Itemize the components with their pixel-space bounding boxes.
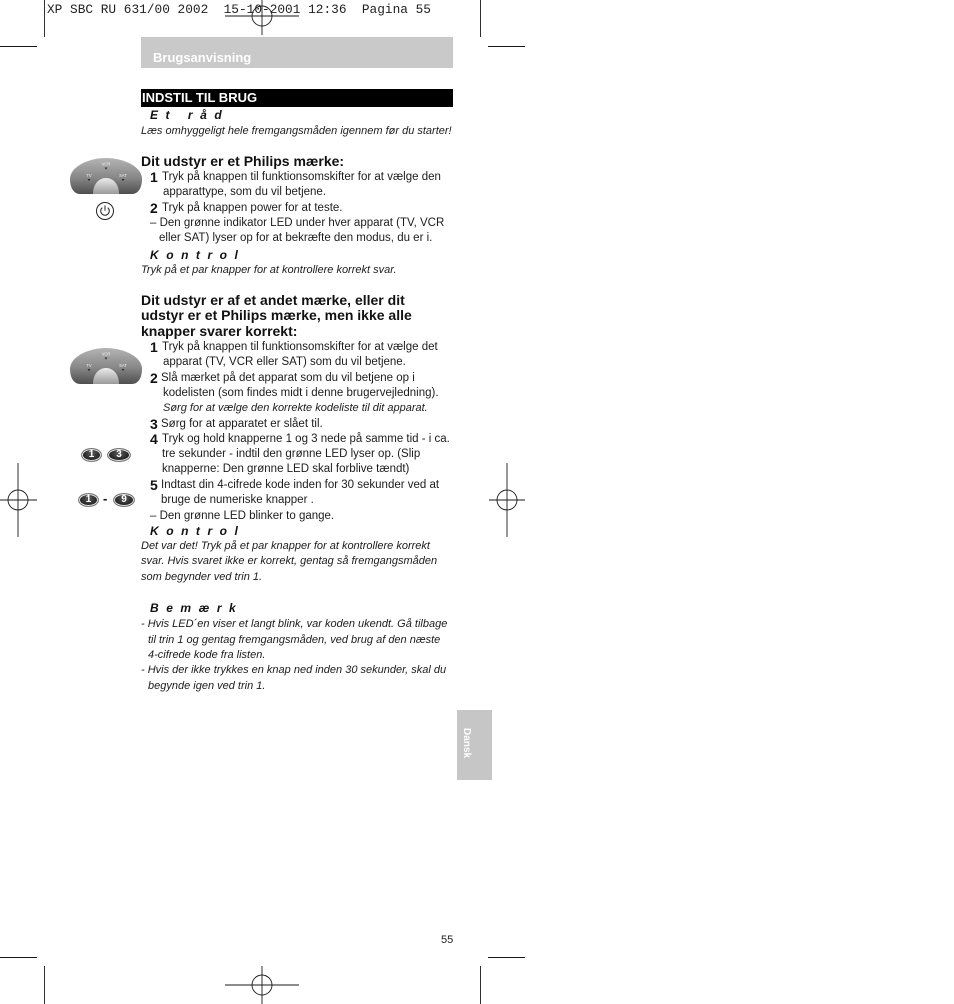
language-tab-label: Dansk <box>461 728 472 759</box>
section-bar <box>141 37 453 68</box>
mode-label-tv: TV <box>86 363 92 368</box>
remark-item-2-line-1: - Hvis der ikke trykkes en knap ned inden 30 sekunder, skal du <box>141 664 447 676</box>
mode-label-tv: TV <box>86 173 92 178</box>
other-check-line-1: Det var det! Tryk på et par knapper for at kontrollere korrekt <box>141 540 430 552</box>
crop-mark-bottom-left <box>0 958 45 1004</box>
power-icon <box>95 201 115 221</box>
mode-label-vcr: VCR <box>101 161 111 167</box>
remark-item-1-line-1: - Hvis LED´en viser et langt blink, var koden ukendt. Gå tilbage <box>141 618 448 630</box>
registration-circle <box>252 975 272 995</box>
other-step-5-line-1: Indtast din 4-cifrede kode inden for 30 sekunder ved at <box>161 479 440 491</box>
remote-mode-switch-icon <box>70 347 142 385</box>
power-button-ring <box>97 203 114 220</box>
other-step-4-number: 4 <box>150 431 158 447</box>
section-title: Brugsanvisning <box>153 50 252 65</box>
philips-step-1-number: 1 <box>150 169 158 185</box>
other-step-1-number: 1 <box>150 339 158 355</box>
other-step-2-line-2: kodelisten (som findes midt i denne brugervejledning). <box>163 387 439 399</box>
philips-note-line-2: eller SAT) lyser op for at bekræfte den modus, du er i. <box>159 232 433 244</box>
other-step-4-line-1: Tryk og hold knapperne 1 og 3 nede på samme tid - i ca. <box>162 433 450 445</box>
key-range-separator: - <box>103 491 108 506</box>
other-heading-line-3: knapper svarer korrekt: <box>141 323 298 339</box>
registration-circle <box>8 490 28 510</box>
mode-label-sat: SAT <box>119 363 127 368</box>
number-key-3-icon: 3 <box>107 448 131 462</box>
other-step-2-italic-line: Sørg for at vælge den korrekte kodeliste til dit apparat. <box>163 402 428 414</box>
other-check-line-2: svar. Hvis svaret ikke er korrekt, gentag så fremgangsmåden <box>141 555 438 567</box>
remark-item-2-line-2: begynde igen ved trin 1. <box>148 680 266 692</box>
language-tab <box>457 710 492 780</box>
other-step-3-number: 3 <box>150 416 158 432</box>
number-key-1-icon: 1 <box>78 493 99 507</box>
philips-step-2-line-1: Tryk på knappen power for at teste. <box>162 202 343 214</box>
chapter-title: INDSTIL TIL BRUG <box>142 90 258 105</box>
crop-mark-top-right <box>481 0 526 47</box>
registration-mark-left-icon <box>0 463 37 537</box>
remote-mode-switch-icon <box>70 157 142 195</box>
philips-step-1-line-2: apparattype, som du vil betjene. <box>163 186 327 198</box>
registration-circle <box>497 490 517 510</box>
remark-item-1-line-2: til trin 1 og gentag fremgangsmåden, ved brug af den næste <box>148 634 441 646</box>
other-step-2-line-1: Slå mærket på det apparat som du vil betjene op i <box>161 372 415 384</box>
other-step-1-line-1: Tryk på knappen til funktionsomskifter for at vælge det <box>162 341 438 353</box>
other-step-1-line-2: apparat (TV, VCR eller SAT) som du vil betjene. <box>163 356 406 368</box>
other-step-3-line-1: Sørg for at apparatet er slået til. <box>161 418 323 430</box>
page-number: 55 <box>441 934 454 946</box>
other-note: – Den grønne LED blinker to gange. <box>150 510 335 522</box>
crop-mark-top-left <box>0 0 45 47</box>
other-heading-line-1: Dit udstyr er af et andet mærke, eller dit <box>141 292 405 308</box>
remark-heading: B e m æ r k <box>150 601 238 615</box>
number-key-1-icon: 1 <box>81 448 102 462</box>
philips-step-2-number: 2 <box>150 200 158 216</box>
tip-text: Læs omhyggeligt hele fremgangsmåden igennem før du starter! <box>141 125 452 137</box>
philips-check-line-1: Tryk på et par knapper for at kontrollere korrekt svar. <box>141 264 397 276</box>
chapter-bar <box>141 89 453 107</box>
mode-label-sat: SAT <box>119 173 127 178</box>
registration-mark-bottom-icon <box>225 966 299 1004</box>
other-step-5-line-2: bruge de numeriske knapper . <box>161 494 314 506</box>
mode-label-vcr: VCR <box>101 351 111 357</box>
philips-heading: Dit udstyr er et Philips mærke: <box>141 153 345 169</box>
other-step-4-line-3: knapperne: Den grønne LED skal forblive tændt) <box>162 463 410 475</box>
other-step-2-number: 2 <box>150 370 158 386</box>
tip-heading: E t r å d <box>150 108 224 122</box>
number-key-9-icon: 9 <box>113 493 135 507</box>
crop-mark-bottom-right <box>481 958 526 1004</box>
other-step-5-number: 5 <box>150 477 158 493</box>
other-check-line-3: som begynder ved trin 1. <box>141 571 263 583</box>
other-step-4-line-2: tre sekunder - indtil den grønne LED lyser op. (Slip <box>162 448 421 460</box>
philips-check-heading: K o n t r o l <box>150 248 240 262</box>
remark-item-1-line-3: 4-cifrede kode fra listen. <box>148 649 266 661</box>
philips-step-1-line-1: Tryk på knappen til funktionsomskifter for at vælge den <box>162 171 441 183</box>
other-heading-line-2: udstyr er et Philips mærke, men ikke alle <box>141 307 412 323</box>
philips-note-line-1: – Den grønne indikator LED under hver apparat (TV, VCR <box>150 217 445 229</box>
registration-mark-right-icon <box>489 463 525 537</box>
other-check-heading: K o n t r o l <box>150 524 240 538</box>
print-slug: XP SBC RU 631/00 2002 15-10-2001 12:36 Pagina 55 <box>47 2 431 17</box>
